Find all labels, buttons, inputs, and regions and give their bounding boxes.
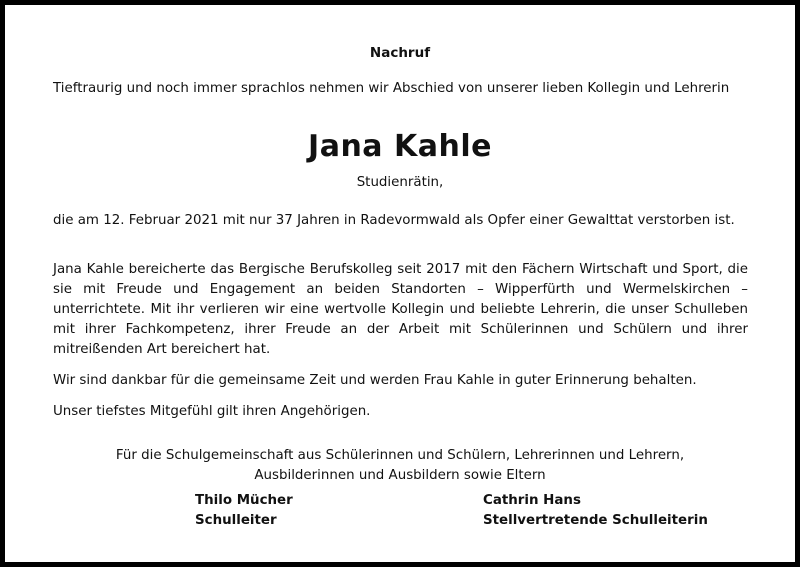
intro-paragraph: Tieftraurig und noch immer sprachlos nehmen wir Abschied von unserer lieben Kollegin und Lehrerin — [53, 81, 730, 96]
signature-role: Schulleiter — [195, 513, 277, 528]
gratitude-paragraph: Wir sind dankbar für die gemeinsame Zeit und werden Frau Kahle in guter Erinnerung behalten. — [53, 373, 697, 388]
signature-name: Cathrin Hans — [483, 493, 581, 508]
community-line-1: Für die Schulgemeinschaft aus Schülerinnen und Schülern, Lehrerinnen und Lehrern, — [115, 448, 685, 463]
community-line-2: Ausbilderinnen und Ausbildern sowie Eltern — [254, 468, 546, 483]
signature-name: Thilo Mücher — [195, 493, 293, 508]
death-paragraph: die am 12. Februar 2021 mit nur 37 Jahren in Radevormwald als Opfer einer Gewalttat verstorben ist. — [53, 213, 735, 228]
signature-principal — [195, 491, 293, 531]
obituary-notice — [5, 5, 795, 562]
condolence-paragraph: Unser tiefstes Mitgefühl gilt ihren Angehörigen. — [53, 404, 371, 419]
tribute-paragraph: Jana Kahle bereicherte das Bergische Berufskolleg seit 2017 mit den Fächern Wirtschaft und Sport, die sie mit Freude und Engagement an beiden Standorten – Wipperfürth und Wermelskirchen – unterrichtete. Mit ihr verlieren wir eine wertvolle Kollegin und beliebte Lehrerin, die unser Schulleben mit ihrer Fachkompetenz, ihrer Freude an der Arbeit mit Schülerinnen und Schülern und ihrer mitreißenden Art bereichert hat. — [53, 262, 748, 357]
signature-vice-principal — [483, 491, 708, 531]
signature-role: Stellvertretende Schulleiterin — [483, 513, 708, 528]
deceased-title: Studienrätin, — [356, 175, 444, 190]
notice-heading: Nachruf — [369, 45, 431, 61]
deceased-name: Jana Kahle — [308, 129, 492, 164]
